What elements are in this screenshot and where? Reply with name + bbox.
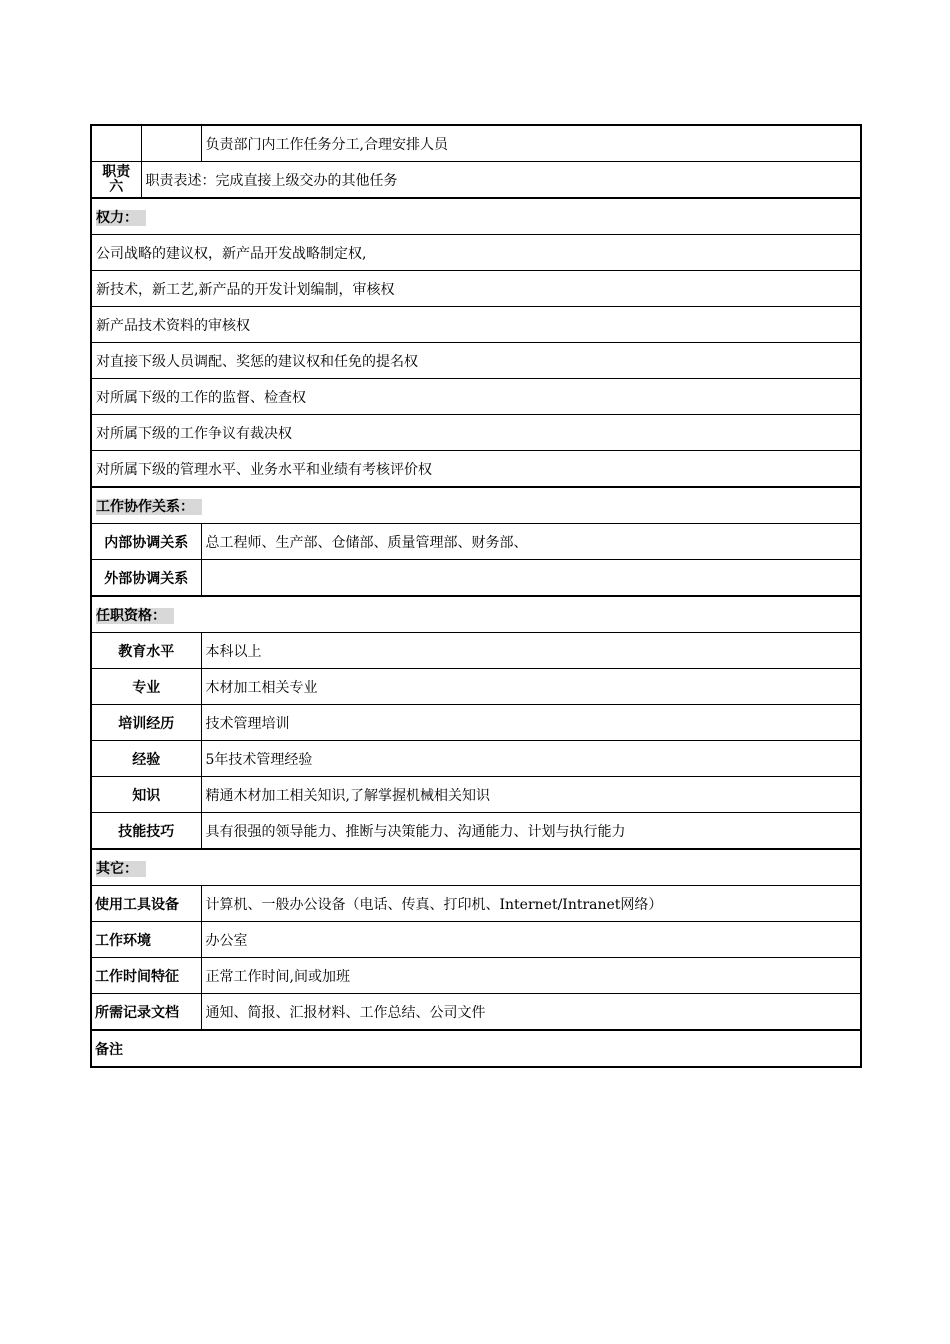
cooperation-header-row bbox=[91, 487, 861, 524]
authority-title bbox=[91, 198, 861, 235]
other-row bbox=[91, 958, 861, 994]
authority-item-row bbox=[91, 379, 861, 415]
authority-item-6: 对所属下级的管理水平、业务水平和业绩有考核评价权 bbox=[91, 451, 861, 488]
authority-item-1: 新技术，新工艺,新产品的开发计划编制，审核权 bbox=[91, 271, 861, 307]
other-title-text: 其它： bbox=[96, 861, 146, 877]
authority-item-row bbox=[91, 307, 861, 343]
qualification-title bbox=[91, 596, 861, 633]
qualification-title-text: 任职资格： bbox=[96, 608, 174, 624]
environment-label: 工作环境 bbox=[91, 922, 201, 958]
other-row bbox=[91, 886, 861, 922]
duty-prev-sub-cell bbox=[141, 125, 201, 162]
authority-item-0: 公司战略的建议权，新产品开发战略制定权, bbox=[91, 235, 861, 271]
internal-coordination-label: 内部协调关系 bbox=[91, 524, 201, 560]
documents-label: 所需记录文档 bbox=[91, 994, 201, 1031]
training-value: 技术管理培训 bbox=[201, 705, 861, 741]
authority-item-2: 新产品技术资料的审核权 bbox=[91, 307, 861, 343]
qualification-row bbox=[91, 633, 861, 669]
qualification-row bbox=[91, 669, 861, 705]
work-time-label: 工作时间特征 bbox=[91, 958, 201, 994]
job-description-table bbox=[90, 124, 862, 1068]
environment-value: 办公室 bbox=[201, 922, 861, 958]
tools-label: 使用工具设备 bbox=[91, 886, 201, 922]
authority-item-4: 对所属下级的工作的监督、检查权 bbox=[91, 379, 861, 415]
authority-item-5: 对所属下级的工作争议有裁决权 bbox=[91, 415, 861, 451]
qualification-row bbox=[91, 813, 861, 850]
duty6-label-line2: 六 bbox=[109, 178, 124, 195]
authority-item-row bbox=[91, 235, 861, 271]
knowledge-value: 精通木材加工相关知识,了解掌握机械相关知识 bbox=[201, 777, 861, 813]
experience-value: 5年技术管理经验 bbox=[201, 741, 861, 777]
remarks-row bbox=[91, 1030, 861, 1067]
duty-row-6 bbox=[91, 162, 861, 199]
knowledge-label: 知识 bbox=[91, 777, 201, 813]
qualification-row bbox=[91, 777, 861, 813]
experience-label: 经验 bbox=[91, 741, 201, 777]
other-row bbox=[91, 994, 861, 1031]
tools-value: 计算机、一般办公设备（电话、传真、打印机、Internet/Intranet网络） bbox=[201, 886, 861, 922]
authority-title-text: 权力： bbox=[96, 210, 146, 226]
skills-value: 具有很强的领导能力、推断与决策能力、沟通能力、计划与执行能力 bbox=[201, 813, 861, 850]
qualification-row bbox=[91, 741, 861, 777]
training-label: 培训经历 bbox=[91, 705, 201, 741]
external-coordination-value bbox=[201, 560, 861, 597]
cooperation-title-text: 工作协作关系： bbox=[96, 499, 202, 515]
internal-coordination-value: 总工程师、生产部、仓储部、质量管理部、财务部、 bbox=[201, 524, 861, 560]
authority-item-row bbox=[91, 415, 861, 451]
duty-row-prev bbox=[91, 125, 861, 162]
major-value: 木材加工相关专业 bbox=[201, 669, 861, 705]
work-time-value: 正常工作时间,间或加班 bbox=[201, 958, 861, 994]
authority-item-row bbox=[91, 343, 861, 379]
authority-header-row bbox=[91, 198, 861, 235]
cooperation-row bbox=[91, 524, 861, 560]
documents-value: 通知、简报、汇报材料、工作总结、公司文件 bbox=[201, 994, 861, 1031]
cooperation-row bbox=[91, 560, 861, 597]
authority-item-3: 对直接下级人员调配、奖惩的建议权和任免的提名权 bbox=[91, 343, 861, 379]
education-value: 本科以上 bbox=[201, 633, 861, 669]
duty-prev-number-cell bbox=[91, 125, 141, 162]
skills-label: 技能技巧 bbox=[91, 813, 201, 850]
qualification-header-row bbox=[91, 596, 861, 633]
education-label: 教育水平 bbox=[91, 633, 201, 669]
major-label: 专业 bbox=[91, 669, 201, 705]
authority-item-row bbox=[91, 451, 861, 488]
remarks-title: 备注 bbox=[91, 1030, 861, 1067]
other-header-row bbox=[91, 849, 861, 886]
external-coordination-label: 外部协调关系 bbox=[91, 560, 201, 597]
duty6-label-line1: 职责 bbox=[102, 163, 131, 180]
duty-prev-text: 负责部门内工作任务分工,合理安排人员 bbox=[201, 125, 861, 162]
duty6-label bbox=[91, 162, 141, 199]
cooperation-title bbox=[91, 487, 861, 524]
other-title bbox=[91, 849, 861, 886]
qualification-row bbox=[91, 705, 861, 741]
authority-item-row bbox=[91, 271, 861, 307]
duty6-text: 职责表述：完成直接上级交办的其他任务 bbox=[141, 162, 861, 199]
other-row bbox=[91, 922, 861, 958]
